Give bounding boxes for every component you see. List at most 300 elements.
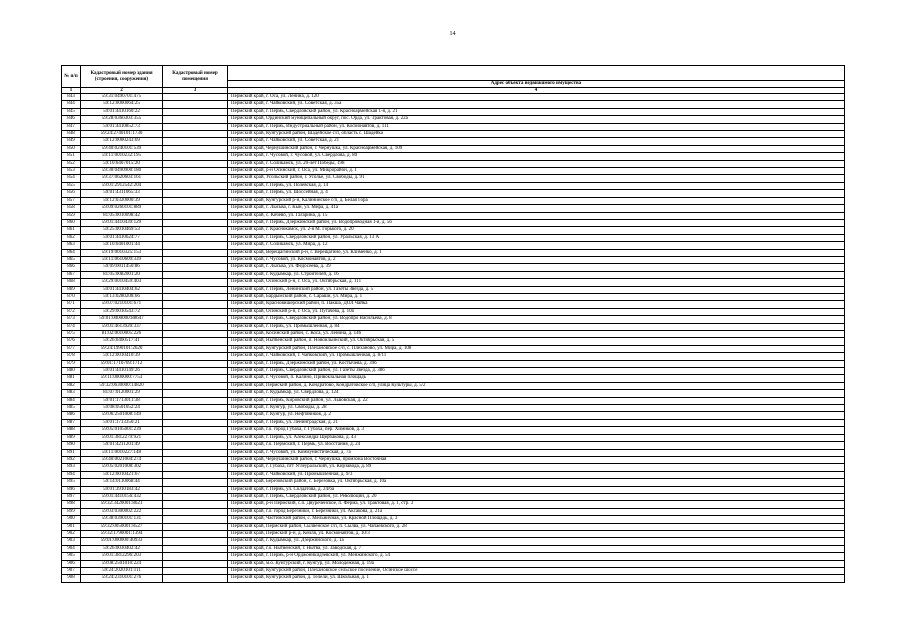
row-number: 863 [62, 242, 81, 249]
room-number [163, 523, 228, 530]
room-number [163, 168, 228, 175]
address: Пермский край, г. Губаха, пгт Углеуральский, ул. Кирзавода, д. 89 [228, 464, 845, 471]
row-number: 907 [62, 568, 81, 575]
cadastral-number: 59:24:2310101:276 [81, 575, 163, 582]
row-number: 899 [62, 508, 81, 515]
address: Пермский край, г. Краснокамск, ул. 2-я М. Горького, д. 20 [228, 227, 845, 234]
cadastral-number: 59:01:4613920:337 [81, 323, 163, 330]
row-number: 873 [62, 316, 81, 323]
room-number [163, 145, 228, 152]
table-row [62, 316, 845, 323]
row-number: 846 [62, 116, 81, 123]
row-number: 866 [62, 264, 81, 271]
row-number: 852 [62, 160, 81, 167]
column-number: 3 [163, 88, 228, 94]
room-number [163, 182, 228, 189]
cadastral-number: 59:08:0501052:24 [81, 405, 163, 412]
address: Пермский край, г. Пермь, Свердловский район, ул. Красноармейская 1-я, д. 21 [228, 108, 845, 115]
address: Пермский край, Осинский р-н, г. Оса, ул. Пугачева, д. 10а [228, 308, 845, 315]
row-number: 844 [62, 101, 81, 108]
room-number [163, 464, 228, 471]
row-number: 871 [62, 301, 81, 308]
address: Пермский край, г. Пермь, Дзержинский район, ул. Водопроводная 1-я, д. 5б [228, 219, 845, 226]
cadastral-number: 59:06:2501008:149 [81, 412, 163, 419]
cadastral-number: 59:40:0021004:274 [81, 456, 163, 463]
row-number: 897 [62, 493, 81, 500]
row-number: 851 [62, 153, 81, 160]
row-number: 865 [62, 256, 81, 263]
table-row [62, 234, 845, 241]
cadastral-number: 59:32:0630000:14820 [81, 382, 163, 389]
row-number: 882 [62, 382, 81, 389]
room-number [163, 545, 228, 552]
room-number [163, 308, 228, 315]
row-number: 908 [62, 575, 81, 582]
table-row [62, 168, 845, 175]
table-row [62, 538, 845, 545]
cadastral-number: 59:29:0010459:403 [81, 279, 163, 286]
cadastral-number: 59:01:3812279:921 [81, 434, 163, 441]
address: Пермский край, г. Кудымкар, ул. Свердлова, д. 124 [228, 390, 845, 397]
room-number [163, 368, 228, 375]
cadastral-number: 59:03:0300002:222 [81, 508, 163, 515]
row-number: 889 [62, 434, 81, 441]
row-number: 848 [62, 131, 81, 138]
room-number [163, 190, 228, 197]
row-number: 894 [62, 471, 81, 478]
row-number: 895 [62, 479, 81, 486]
cadastral-number: 59:32:3420001:8621 [81, 501, 163, 508]
cadastral-number: 81:02:0010005:226 [81, 331, 163, 338]
table-row [62, 293, 845, 300]
room-number [163, 242, 228, 249]
table-row [62, 553, 845, 560]
address: Пермский край, г. Чайковский, г. Чайковский, ул. Промышленная, д. 8/11 [228, 353, 845, 360]
table-row [62, 568, 845, 575]
cadastral-number: 59:09:0011450:86 [81, 264, 163, 271]
cadastral-number: 59:01:4410404:62 [81, 286, 163, 293]
table-row [62, 227, 845, 234]
row-number: 903 [62, 538, 81, 545]
room-number [163, 116, 228, 123]
row-number: 860 [62, 219, 81, 226]
table-row [62, 153, 845, 160]
table-row [62, 160, 845, 167]
room-number [163, 434, 228, 441]
table-row [62, 286, 845, 293]
room-number [163, 323, 228, 330]
room-number [163, 212, 228, 219]
cadastral-number: 59:11:0010232:195 [81, 153, 163, 160]
row-number: 849 [62, 138, 81, 145]
table-row [62, 301, 845, 308]
cadastral-number: 59:10:0407015:20 [81, 160, 163, 167]
address: Пермский край, Чернушинский район, г. Чернушка, ул. Красноармейская, д. 109 [228, 145, 845, 152]
table-row [62, 175, 845, 182]
table-row [62, 205, 845, 212]
room-number [163, 538, 228, 545]
cadastral-number: 59:26:0030402:42 [81, 545, 163, 552]
cadastral-number: 59:01:2912542:204 [81, 182, 163, 189]
row-number: 868 [62, 279, 81, 286]
table-row [62, 182, 845, 189]
room-number [163, 279, 228, 286]
row-number: 902 [62, 530, 81, 537]
column-number: 4 [228, 88, 845, 94]
table-row [62, 190, 845, 197]
room-number [163, 138, 228, 145]
cadastral-number: 59:01:0000000:88647 [81, 316, 163, 323]
room-number [163, 293, 228, 300]
table-row [62, 271, 845, 278]
cadastral-number: 59:14:0110068:44 [81, 479, 163, 486]
cadastral-number: 81:07:0120001:29 [81, 390, 163, 397]
room-number [163, 449, 228, 456]
address: Пермский край, г. Соликамск, ул. Мира, д. 12 [228, 242, 845, 249]
row-number: 867 [62, 271, 81, 278]
table-row [62, 456, 845, 463]
room-number [163, 331, 228, 338]
table-row [62, 249, 845, 256]
row-number: 857 [62, 197, 81, 204]
table-row [62, 442, 845, 449]
table-row [62, 197, 845, 204]
table-row [62, 493, 845, 500]
row-number: 896 [62, 486, 81, 493]
row-number: 879 [62, 360, 81, 367]
address: Пермский край, г. Пермь, ул. Ленинградская, д. 21 [228, 419, 845, 426]
address: Пермский край, Нытвенский район, п. Новоильинский, ул. Октябрьская, д. 5 [228, 338, 845, 345]
cadastral-number: 59:19:0010325:153 [81, 249, 163, 256]
address: Пермский край, Кунгурский р-н, Калининское с/п, д. Белая Гора [228, 197, 845, 204]
row-number: 847 [62, 123, 81, 130]
table-row [62, 108, 845, 115]
room-number [163, 516, 228, 523]
room-number [163, 442, 228, 449]
address: Пермский край, г. Пермь, Индустриальный район, ул. Космонавтов, д. 111 [228, 123, 845, 130]
cadastral-number: 59:11:0610609:339 [81, 256, 163, 263]
address: Пермский край, Кунгурский район, д. Телели, ул. Школьная, д. 1 [228, 575, 845, 582]
address: Пермский край, с. Кочево, ул. Гагарина, д. 15 [228, 212, 845, 219]
cadastral-number: 59:24:1990101:2620 [81, 345, 163, 352]
room-number [163, 397, 228, 404]
room-number [163, 427, 228, 434]
room-number [163, 508, 228, 515]
room-number [163, 271, 228, 278]
row-number: 875 [62, 331, 81, 338]
row-number: 888 [62, 427, 81, 434]
address: Пермский край, Ординский муниципальный округ, пос. Орда, ул. Трактовая, д. 22а [228, 116, 845, 123]
row-number: 900 [62, 516, 81, 523]
cadastral-number: 59:05:0201008:302 [81, 464, 163, 471]
cadastral-number: 59:01:1713350:21 [81, 419, 163, 426]
address: Пермский край, г. Кудымкар, ул. Дзержинского, д. 1а [228, 538, 845, 545]
cadastral-number: 59:24:2020101:111 [81, 568, 163, 575]
row-number: 861 [62, 227, 81, 234]
cadastral-number: 59:01:4410439:129 [81, 219, 163, 226]
row-number: 850 [62, 145, 81, 152]
cadastral-number: 59:32:1790001:1394 [81, 530, 163, 537]
room-number [163, 338, 228, 345]
table-row [62, 545, 845, 552]
table-row [62, 449, 845, 456]
room-number [163, 501, 228, 508]
address: Пермский край, г. Соликамск, ул. 20-лет Победы, 198 [228, 160, 845, 167]
row-number: 869 [62, 286, 81, 293]
room-number [163, 197, 228, 204]
address: Пермский край, г. Чусовой, ул. Коммунистическая, д. 7а [228, 449, 845, 456]
room-number [163, 471, 228, 478]
table-row [62, 308, 845, 315]
table-row [62, 501, 845, 508]
cadastral-number: 59:32:0050001:8527 [81, 523, 163, 530]
cadastral-number: 59:01:3910183:42 [81, 486, 163, 493]
cadastral-number: 59:09:0260101:889 [81, 205, 163, 212]
room-number [163, 153, 228, 160]
room-number [163, 316, 228, 323]
address: Пермский край, Усольский район, г. Усолье, ул. Свободы, д. 91 [228, 175, 845, 182]
table-row [62, 138, 845, 145]
cadastral-number: 59:01:4410149:26 [81, 368, 163, 375]
cadastral-number: 59:01:1713011:38 [81, 397, 163, 404]
cadastral-number: 59:28:0360303:355 [81, 116, 163, 123]
cadastral-number: 59:11:0010227:148 [81, 449, 163, 456]
cadastral-number: 59:08:2501010:224 [81, 560, 163, 567]
table-row [62, 116, 845, 123]
address: Пермский край, г. Оса, ул. Ленина, д. 120 [228, 94, 845, 101]
header-num: № п/п [62, 66, 81, 88]
header-address: Адрес объекта недвижимого имущества [228, 81, 845, 88]
table-row [62, 353, 845, 360]
address: Пермский край, Пермский район, Сылвенское с/п, п. Сылва, ул. Чапаевского, д. 28 [228, 523, 845, 530]
row-number: 877 [62, 345, 81, 352]
table-row [62, 508, 845, 515]
table-row [62, 471, 845, 478]
address: Пермский край, Косинский район, с. Коса, ул. Ленина, д. 146 [228, 331, 845, 338]
address: Пермский край, г. Пермь, ул. Александра Щербакова, д. 43 [228, 434, 845, 441]
row-number: 898 [62, 501, 81, 508]
row-number: 856 [62, 190, 81, 197]
table-row [62, 560, 845, 567]
row-number: 876 [62, 338, 81, 345]
address: Пермский край, г. Пермь, ул. Промышленная, д. 84 [228, 323, 845, 330]
address: Пермский край, г. Кунгур, ул. Нефтяников, д. 2 [228, 412, 845, 419]
row-number: 845 [62, 108, 81, 115]
cadastral-number: 59:31:0490701:475 [81, 94, 163, 101]
row-number: 906 [62, 560, 81, 567]
room-number [163, 234, 228, 241]
table-row [62, 345, 845, 352]
cadastral-number: 59:38:0390101:131 [81, 516, 163, 523]
cadastral-number: 59:40:0240101:539 [81, 145, 163, 152]
row-number: 862 [62, 234, 81, 241]
address: Пермский край, Бардымский район, с. Сараши, ул. Мира, д. 1 [228, 293, 845, 300]
row-number: 858 [62, 205, 81, 212]
cadastral-number: 59:01:4410852:73 [81, 123, 163, 130]
address: Пермский край, г. Пермь, Свердловский район, ул. Водопро Васильева, д. 8 [228, 316, 845, 323]
table-row [62, 123, 845, 130]
table-row [62, 360, 845, 367]
address: Пермский край, г.о. Нытвенский, г. Нытва, ул. Заводская, д. 7 [228, 545, 845, 552]
room-number [163, 123, 228, 130]
row-number: 893 [62, 464, 81, 471]
cadastral-number: 59:24:2740101:1730 [81, 131, 163, 138]
address: Пермский край, Частинский район, с. Мельничная, ул. Красной Площадь, д. 3 [228, 516, 845, 523]
room-number [163, 249, 228, 256]
row-number: 878 [62, 353, 81, 360]
address: Пермский край, Верещагинский р-н, г. Верещагино, ул. Клименко, д. 1 [228, 249, 845, 256]
cadastral-number: 59:01:4410624:77 [81, 234, 163, 241]
room-number [163, 108, 228, 115]
cadastral-number: 59:11:0000000:7753 [81, 375, 163, 382]
row-number: 901 [62, 523, 81, 530]
room-number [163, 419, 228, 426]
table-row [62, 516, 845, 523]
header-address-top [228, 66, 845, 81]
address: Пермский край, р-н Пермский, с.п. Двуреченское, п. Ферма, ул. Трактовая, д. 1, стр. 3 [228, 501, 845, 508]
table-row [62, 242, 845, 249]
table-row [62, 523, 845, 530]
row-number: 864 [62, 249, 81, 256]
table-row [62, 464, 845, 471]
cadastral-number: 59:29:0010543:72 [81, 308, 163, 315]
table-row [62, 279, 845, 286]
row-number: 883 [62, 390, 81, 397]
room-number [163, 264, 228, 271]
table-row [62, 434, 845, 441]
table-row [62, 145, 845, 152]
cadastral-number: 59:01:4410156:432 [81, 493, 163, 500]
table-row [62, 338, 845, 345]
cadastral-number: 59:01:1710769:1712 [81, 360, 163, 367]
address: Пермский край, Березовский район, с. Березовка, ул. Октябрьская, д. 10а [228, 479, 845, 486]
address: Пермский край, г.о. Пермский, г. Пермь, ул. Восстания, д. 24 [228, 442, 845, 449]
cadastral-number: 59:12:0010421:67 [81, 471, 163, 478]
room-number [163, 360, 228, 367]
room-number [163, 94, 228, 101]
room-number [163, 553, 228, 560]
row-number: 874 [62, 323, 81, 330]
room-number [163, 131, 228, 138]
address: Пермский край, г. Чусовой, ул. Космонавтов, д. 2 [228, 256, 845, 263]
address: Пермский край, р-н Осинский, г. Оса, ул. Микрорайон, д. 1 [228, 168, 845, 175]
address: Пермский край, Пермский район, д. Кондратово, Кондратовское с/п, улица Культуры, д. 5/2 [228, 382, 845, 389]
address: Пермский край, Осинский р-н, г. Оса, ул. Октябрьская, д. 111 [228, 279, 845, 286]
room-number [163, 479, 228, 486]
room-number [163, 256, 228, 263]
row-number: 891 [62, 449, 81, 456]
room-number [163, 456, 228, 463]
header-cadastral: Кадастровый номер здания (строения, сооружения) [81, 66, 163, 88]
table-row [62, 382, 845, 389]
table-row [62, 375, 845, 382]
row-number: 880 [62, 368, 81, 375]
cadastral-number: 59:25:0010469:53 [81, 227, 163, 234]
room-number [163, 530, 228, 537]
address: Пермский край, Красновишерский район, п. Пакша, ДОЛ Чайка [228, 301, 845, 308]
cadastral-number: 59:12:0320000:39 [81, 197, 163, 204]
table-row [62, 264, 845, 271]
cadastral-number: 59:01:3812296:203 [81, 553, 163, 560]
address: Пермский край, г. Пермь, Ленинский район, ул. Газеты Звезда, д. 5 [228, 286, 845, 293]
address: Пермский край, г. Пермь, ул. Солдатова, д. 24/6а [228, 486, 845, 493]
row-number: 870 [62, 293, 81, 300]
table-row [62, 256, 845, 263]
column-number: 1 [62, 88, 81, 94]
cadastral-number: 59:12:0000064:25 [81, 101, 163, 108]
room-number [163, 286, 228, 293]
address: Пермский край, г. Чусовой, п. Калино, Привокзальная площадь [228, 375, 845, 382]
row-number: 855 [62, 182, 81, 189]
cadastral-number: 59:12:0000243:69 [81, 138, 163, 145]
cadastral-number: 59:05:0105001:239 [81, 427, 163, 434]
room-number [163, 382, 228, 389]
address: Пермский край, г. Чайковский, ул. Советская, д. 35а [228, 101, 845, 108]
table-row [62, 575, 845, 582]
address: Пермский край, Кунгурский район, Плехановское сельское поселение, Осинское шоссе [228, 568, 845, 575]
room-number [163, 101, 228, 108]
address: Пермский край, Кунгурский район, Плехановское с/п, с. Плеханово, ул. Мира, д. 108 [228, 345, 845, 352]
table-row [62, 390, 845, 397]
address: Пермский край, Кунгурский район, Шадейское с/п, область с. Шадейка [228, 131, 845, 138]
address: Пермский край, г. Чусовой, г. Чусовой, ул. Свердлова, д. 80 [228, 153, 845, 160]
row-number: 859 [62, 212, 81, 219]
address: Пермский край, г. Чайковский, ул. Советская, д. 21 [228, 138, 845, 145]
row-number: 887 [62, 419, 81, 426]
room-number [163, 353, 228, 360]
row-number: 872 [62, 308, 81, 315]
room-number [163, 575, 228, 582]
address: Пермский край, г. Пермь, ул. Полевская, д. 14 [228, 182, 845, 189]
row-number: 892 [62, 456, 81, 463]
room-number [163, 412, 228, 419]
room-number [163, 219, 228, 226]
table-body [62, 94, 845, 583]
table-row [62, 131, 845, 138]
address: Пермский край, г. Пермь, Кировский район, ул. Львовская, д. 22 [228, 397, 845, 404]
cadastral-number: 59:12:0010410:39 [81, 353, 163, 360]
table-row [62, 101, 845, 108]
table-row [62, 368, 845, 375]
room-number [163, 405, 228, 412]
room-number [163, 160, 228, 167]
table-row [62, 212, 845, 219]
address: Пермский край, г. Лысьва, г. Кын, ул. Мира, д. 41а [228, 205, 845, 212]
address: Пермский край, г. Пермь, Дзержинский район, ул. Костычева, д. 39б [228, 360, 845, 367]
address: Пермский край, г. Пермь, Свердловский район, ул. Газеты Звезда, д. 38б [228, 368, 845, 375]
room-number [163, 345, 228, 352]
column-number: 2 [81, 88, 163, 94]
address: Пермский край, Чернушинский район, г. Чернушка, промзона Восточная [228, 456, 845, 463]
table-row [62, 219, 845, 226]
address: Пермский край, г. Пермь, Свердловский район, ул. Революции, д. 20 [228, 493, 845, 500]
room-number [163, 390, 228, 397]
table-row [62, 405, 845, 412]
address: Пермский край, г. Пермь, р-н Орджоникидзевский, ул. Менжинского, д. 54 [228, 553, 845, 560]
row-number: 854 [62, 175, 81, 182]
property-table [61, 65, 845, 583]
header-room: Кадастровый номер помещения [163, 66, 228, 88]
room-number [163, 560, 228, 567]
address: Пермский край, г. Чайковский, ул. Промышленная, д. 9/3 [228, 471, 845, 478]
address: Пермский край, м.о. Кунгурский, г. Кунгур, ул. Молодежная, д. 19а [228, 560, 845, 567]
cadastral-number: 59:01:4311065:33 [81, 190, 163, 197]
cadastral-number: 59:07:0210101:671 [81, 301, 163, 308]
address: Пермский край, г. Кунгур, ул. Свободы, д. 28 [228, 405, 845, 412]
cadastral-number: 81:05:0082001:20 [81, 271, 163, 278]
room-number [163, 175, 228, 182]
address: Пермский край, г. Пермь, ул. Шоссейная, д. 4 [228, 190, 845, 197]
